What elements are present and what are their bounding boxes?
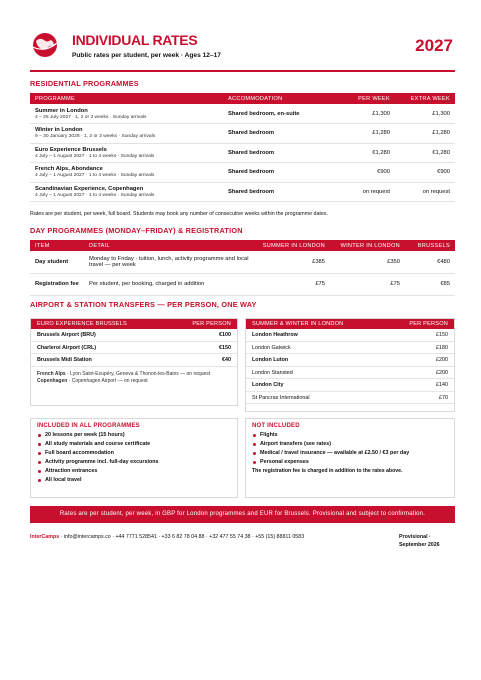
transfer-row: London Stansted £200 — [246, 367, 454, 380]
day-table — [30, 240, 455, 296]
list-item: Flights — [252, 431, 448, 440]
per-week: €900 — [340, 163, 395, 183]
residential-heading: RESIDENTIAL PROGRAMMES — [30, 79, 139, 88]
programme-name: Euro Experience Brussels — [35, 146, 107, 153]
list-item: Airport transfers (see rates) — [252, 440, 448, 449]
table-row — [30, 104, 455, 124]
accommodation: Shared bedroom — [228, 130, 275, 137]
list-item: Full board accommodation — [37, 449, 231, 458]
per-week: £1,280 — [340, 124, 395, 144]
transfer-row: St Pancras International £70 — [246, 392, 454, 405]
london-transfers-box — [245, 318, 455, 412]
programme-name: Winter in London — [35, 127, 83, 134]
transfer-row: London Heathrow £150 — [246, 329, 454, 342]
header-divider — [30, 70, 455, 72]
col-brussels: BRUSSELS — [405, 240, 455, 251]
programme-name: Summer in London — [35, 107, 88, 114]
accommodation: Shared bedroom — [228, 149, 275, 156]
rates-banner: Rates are per student, per week, in GBP for London programmes and EUR for Brussels. Provisional and subject to confirmation. — [30, 506, 455, 523]
page-header — [30, 28, 455, 68]
table-row — [30, 163, 455, 183]
list-item: All study materials and course certificate — [37, 440, 231, 449]
table-row — [30, 182, 455, 202]
programme-detail: 4 July – 1 August 2027 · 1 to 4 weeks · Sunday arrivals — [35, 192, 155, 198]
table-row — [30, 124, 455, 144]
london-transfers-title: SUMMER & WINTER IN LONDON — [252, 321, 344, 327]
footer-contact — [30, 533, 360, 541]
accommodation: Shared bedroom — [228, 169, 275, 176]
programme-name: Scandinavian Experience, Copenhagen — [35, 185, 144, 192]
programme-detail: 4 – 25 July 2027 · 1, 2 or 3 weeks · Sunday arrivals — [35, 114, 147, 120]
extra-week: £1,300 — [395, 104, 455, 124]
list-item: Attraction entrances — [37, 467, 231, 476]
list-item: Medical / travel insurance — available at £2.50 / €3 per day — [252, 449, 448, 458]
per-person-label: PER PERSON — [409, 321, 448, 327]
accommodation: Shared bedroom, en-suite — [228, 110, 300, 117]
programme-detail: 9 – 30 January 2028 · 1, 2 or 3 weeks · Sunday arrivals — [35, 134, 156, 140]
list-item: Activity programme incl. full-day excursions — [37, 458, 231, 467]
brand-name: InterCamps — [30, 534, 60, 540]
list-item: 20 lessons per week (15 hours) — [37, 431, 231, 440]
transfer-row: Brussels Airport (BRU) €100 — [31, 329, 237, 342]
year-label: 2027 — [415, 36, 453, 55]
list-item: All local travel — [37, 476, 231, 485]
included-heading: INCLUDED IN ALL PROGRAMMES — [37, 423, 140, 429]
per-week: £1,300 — [340, 104, 395, 124]
item-label: Registration fee — [35, 281, 79, 287]
table-row — [30, 251, 455, 273]
winter-price: £350 — [330, 251, 405, 273]
summer-price: £385 — [254, 251, 330, 273]
per-week: €1,280 — [340, 143, 395, 163]
not-included-heading: NOT INCLUDED — [252, 423, 300, 429]
footer-status: Provisional · September 2026 — [399, 534, 440, 548]
col-item: ITEM — [30, 240, 84, 251]
extra-week: €1,280 — [395, 143, 455, 163]
page-subtitle: Public rates per student, per week · Ages 12–17 — [72, 52, 221, 59]
col-programme: PROGRAMME — [30, 93, 223, 104]
transfer-row: Charleroi Airport (CRL) €150 — [31, 342, 237, 355]
item-detail: Monday to Friday · tuition, lunch, activity programme and local travel — per week — [84, 251, 254, 273]
extra-week: £1,280 — [395, 124, 455, 144]
transfers-heading: AIRPORT & STATION TRANSFERS — PER PERSON, ONE WAY — [30, 300, 257, 309]
winter-price: £75 — [330, 273, 405, 295]
summer-price: £75 — [254, 273, 330, 295]
extra-week: on request — [395, 182, 455, 202]
residential-table — [30, 93, 455, 202]
programme-name: French Alps, Abondance — [35, 166, 103, 173]
programme-detail: 4 July – 1 August 2027 · 1 to 4 weeks · Sunday arrivals — [35, 173, 155, 179]
not-included-footer: The registration fee is charged in addition to the rates above. — [252, 468, 403, 474]
brussels-transfers-title: EURO EXPERIENCE BRUSSELS — [37, 321, 127, 327]
page-title: INDIVIDUAL RATES — [72, 32, 198, 48]
transfer-row: London Luton £200 — [246, 354, 454, 367]
programme-detail: 4 July – 1 August 2027 · 1 to 4 weeks · Sunday arrivals — [35, 153, 155, 159]
item-label: Day student — [35, 258, 69, 265]
contact-details: · info@intercamps.co · +44 7771 528541 · +33 6 82 78 04 88 · +32 477 55 74 38 · +55 (15) 88811 0583 — [59, 534, 305, 540]
extra-week: €900 — [395, 163, 455, 183]
per-person-label: PER PERSON — [192, 321, 231, 327]
table-row — [30, 273, 455, 295]
brussels-transfers-box — [30, 318, 238, 406]
transfer-note: French Alps · Lyon Saint-Exupéry, Geneva & Thonon-les-Bains — on request Copenhagen · Copenhagen Airport — on request — [37, 370, 211, 384]
accommodation: Shared bedroom — [228, 188, 275, 195]
transfer-row: London City £140 — [246, 379, 454, 392]
included-box — [30, 418, 238, 498]
item-detail: Per student, per booking, charged in addition — [84, 273, 254, 295]
brussels-price: €480 — [405, 251, 455, 273]
not-included-box — [245, 418, 455, 498]
brussels-price: €85 — [405, 273, 455, 295]
residential-note: Rates are per student, per week, full board. Students may book any number of consecutive weeks within the programme dates. — [30, 211, 328, 217]
per-week: on request — [340, 182, 395, 202]
col-detail: DETAIL — [84, 240, 254, 251]
col-accommodation: ACCOMMODATION — [223, 93, 340, 104]
table-row — [30, 143, 455, 163]
col-per-week: PER WEEK — [340, 93, 395, 104]
globe-logo-icon — [30, 31, 60, 59]
day-heading: DAY PROGRAMMES (MONDAY–FRIDAY) & REGISTRATION — [30, 226, 243, 235]
col-winter: WINTER IN LONDON — [330, 240, 405, 251]
col-summer: SUMMER IN LONDON — [254, 240, 330, 251]
transfer-row: London Gatwick £180 — [246, 342, 454, 355]
list-item: Personal expenses — [252, 458, 448, 467]
col-extra-week: EXTRA WEEK — [395, 93, 455, 104]
transfer-row: Brussels Midi Station €40 — [31, 354, 237, 367]
